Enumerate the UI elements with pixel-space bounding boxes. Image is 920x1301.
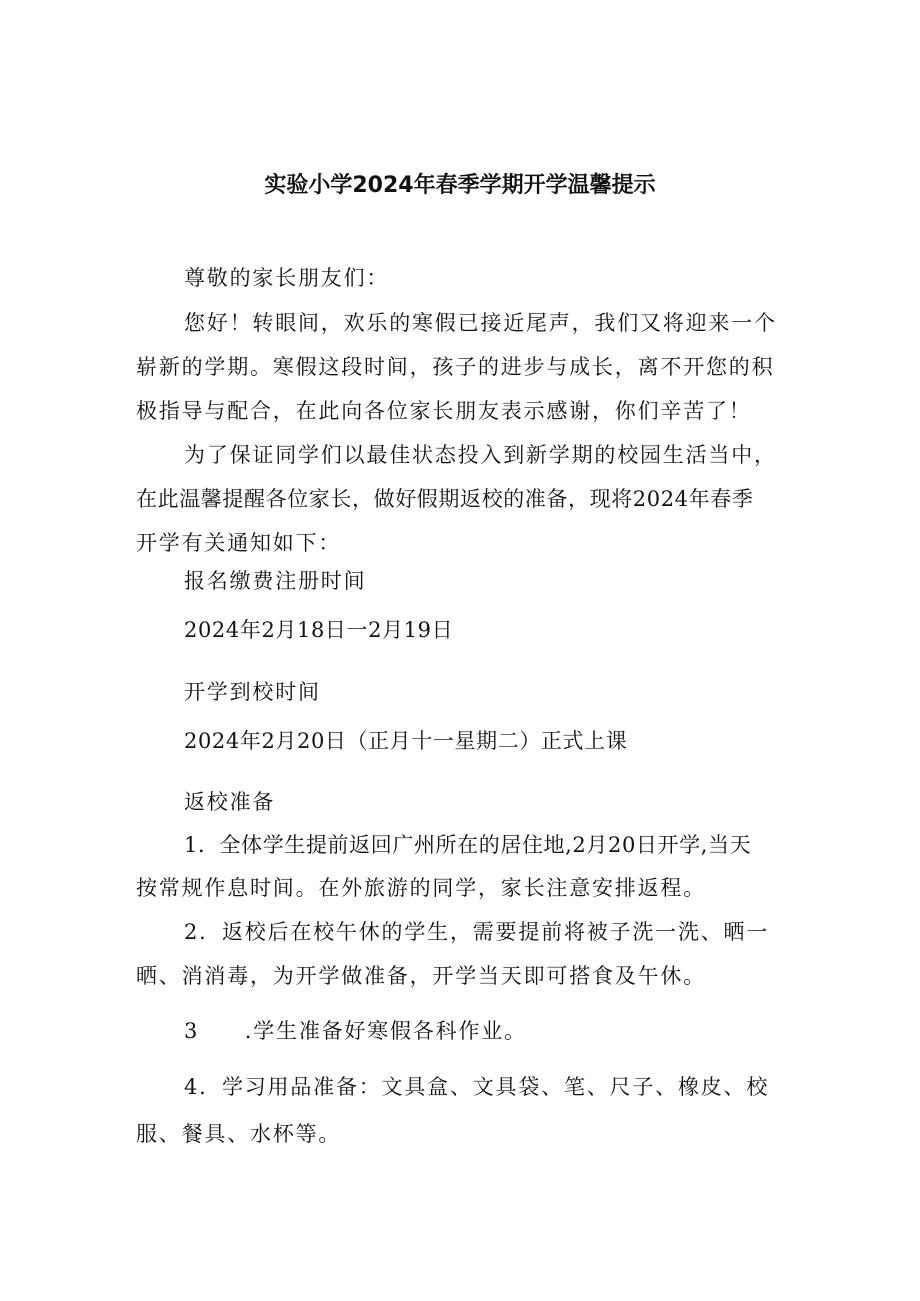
paragraph1-line3: 极指导与配合，在此向各位家长朋友表示感谢，你们辛苦了！ xyxy=(136,399,752,423)
item2-line1: 2．返校后在校午休的学生，需要提前将被子洗一洗、晒一 xyxy=(184,920,770,944)
paragraph2-line3: 开学有关通知如下： xyxy=(136,531,342,555)
item2-line2: 晒、消消毒，为开学做准备，开学当天即可搭食及午休。 xyxy=(136,964,706,988)
greeting: 尊敬的家长朋友们： xyxy=(184,266,390,290)
registration-heading: 报名缴费注册时间 xyxy=(184,569,367,593)
item1-line1: 1．全体学生提前返回广州所在的居住地,2月20日开学,当天 xyxy=(184,833,752,857)
paragraph2-line2: 在此温馨提醒各位家长，做好假期返校的准备，现将2024年春季 xyxy=(136,487,754,511)
item4-line1: 4．学习用品准备：文具盒、文具袋、笔、尺子、橡皮、校 xyxy=(184,1075,770,1099)
item3: 3 .学生准备好寒假各科作业。 xyxy=(184,1019,527,1043)
item4-line2: 服、餐具、水杯等。 xyxy=(136,1122,342,1146)
return-heading: 返校准备 xyxy=(184,790,276,814)
paragraph2-line1: 为了保证同学们以最佳状态投入到新学期的校园生活当中， xyxy=(184,443,777,467)
document-title: 实验小学2024年春季学期开学温馨提示 xyxy=(264,173,656,198)
paragraph1-line2: 崭新的学期。寒假这段时间，孩子的进步与成长，离不开您的积 xyxy=(136,355,775,379)
school-start-heading: 开学到校时间 xyxy=(184,680,321,704)
school-start-date: 2024年2月20日（正月十一星期二）正式上课 xyxy=(184,729,628,753)
item1-line2: 按常规作息时间。在外旅游的同学，家长注意安排返程。 xyxy=(136,876,706,900)
registration-date: 2024年2月18日一2月19日 xyxy=(184,618,454,642)
paragraph1-line1: 您好！转眼间，欢乐的寒假已接近尾声，我们又将迎来一个 xyxy=(184,311,777,335)
